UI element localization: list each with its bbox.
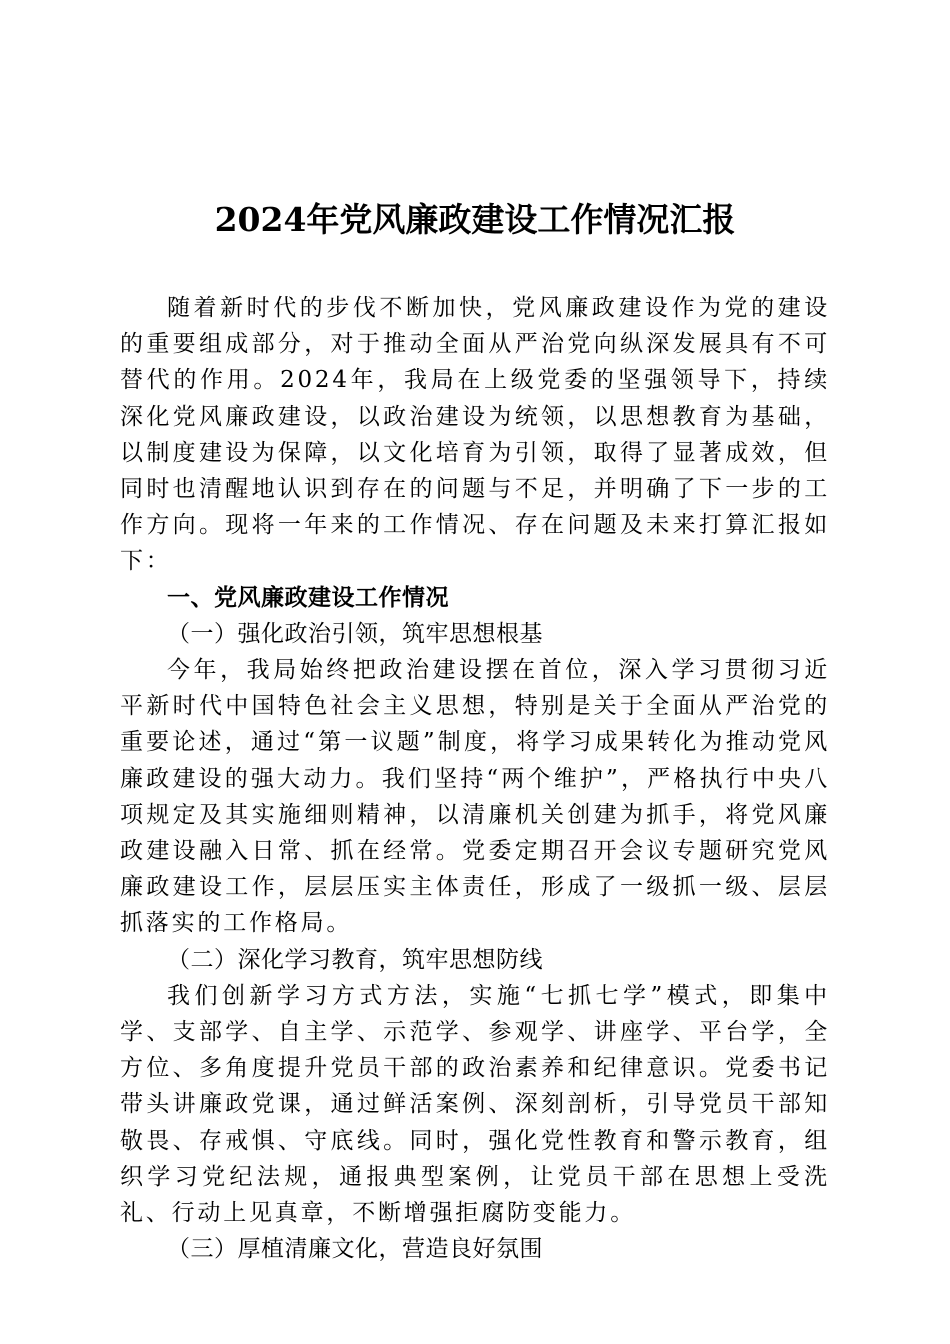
- document-body: [120, 290, 830, 1267]
- document-title: 2024年党风廉政建设工作情况汇报: [214, 200, 736, 239]
- subsection-2-paragraph: 我们创新学习方式方法，实施“七抓七学”模式，即集中学、支部学、自主学、示范学、参观学、讲座学、平台学，全方位、多角度提升党员干部的政治素养和纪律意识。党委书记带头讲廉政党课，通过鲜活案例、深刻剖析，引导党员干部知敬畏、存戒惧、守底线。同时，强化党性教育和警示教育，组织学习党纪法规，通报典型案例，让党员干部在思想上受洗礼、行动上见真章，不断增强拒腐防变能力。: [120, 982, 830, 1227]
- subsection-heading-2: （二）深化学习教育，筑牢思想防线: [167, 946, 543, 973]
- section-heading-1: 一、党风廉政建设工作情况: [167, 584, 449, 611]
- subsection-1-paragraph: 今年，我局始终把政治建设摆在首位，深入学习贯彻习近平新时代中国特色社会主义思想，特别是关于全面从严治党的重要论述，通过“第一议题”制度，将学习成果转化为推动党风廉政建设的强大动力。我们坚持“两个维护”，严格执行中央八项规定及其实施细则精神，以清廉机关创建为抓手，将党风廉政建设融入日常、抓在经常。党委定期召开会议专题研究党风廉政建设工作，层层压实主体责任，形成了一级抓一级、层层抓落实的工作格局。: [120, 657, 830, 937]
- intro-paragraph: 随着新时代的步伐不断加快，党风廉政建设作为党的建设的重要组成部分，对于推动全面从严治党向纵深发展具有不可替代的作用。2024年，我局在上级党委的坚强领导下，持续深化党风廉政建设，以政治建设为统领，以思想教育为基础，以制度建设为保障，以文化培育为引领，取得了显著成效，但同时也清醒地认识到存在的问题与不足，并明确了下一步的工作方向。现将一年来的工作情况、存在问题及未来打算汇报如下：: [120, 295, 830, 575]
- subsection-heading-3: （三）厚植清廉文化，营造良好氛围: [167, 1236, 543, 1263]
- subsection-heading-1: （一）强化政治引领，筑牢思想根基: [167, 620, 543, 647]
